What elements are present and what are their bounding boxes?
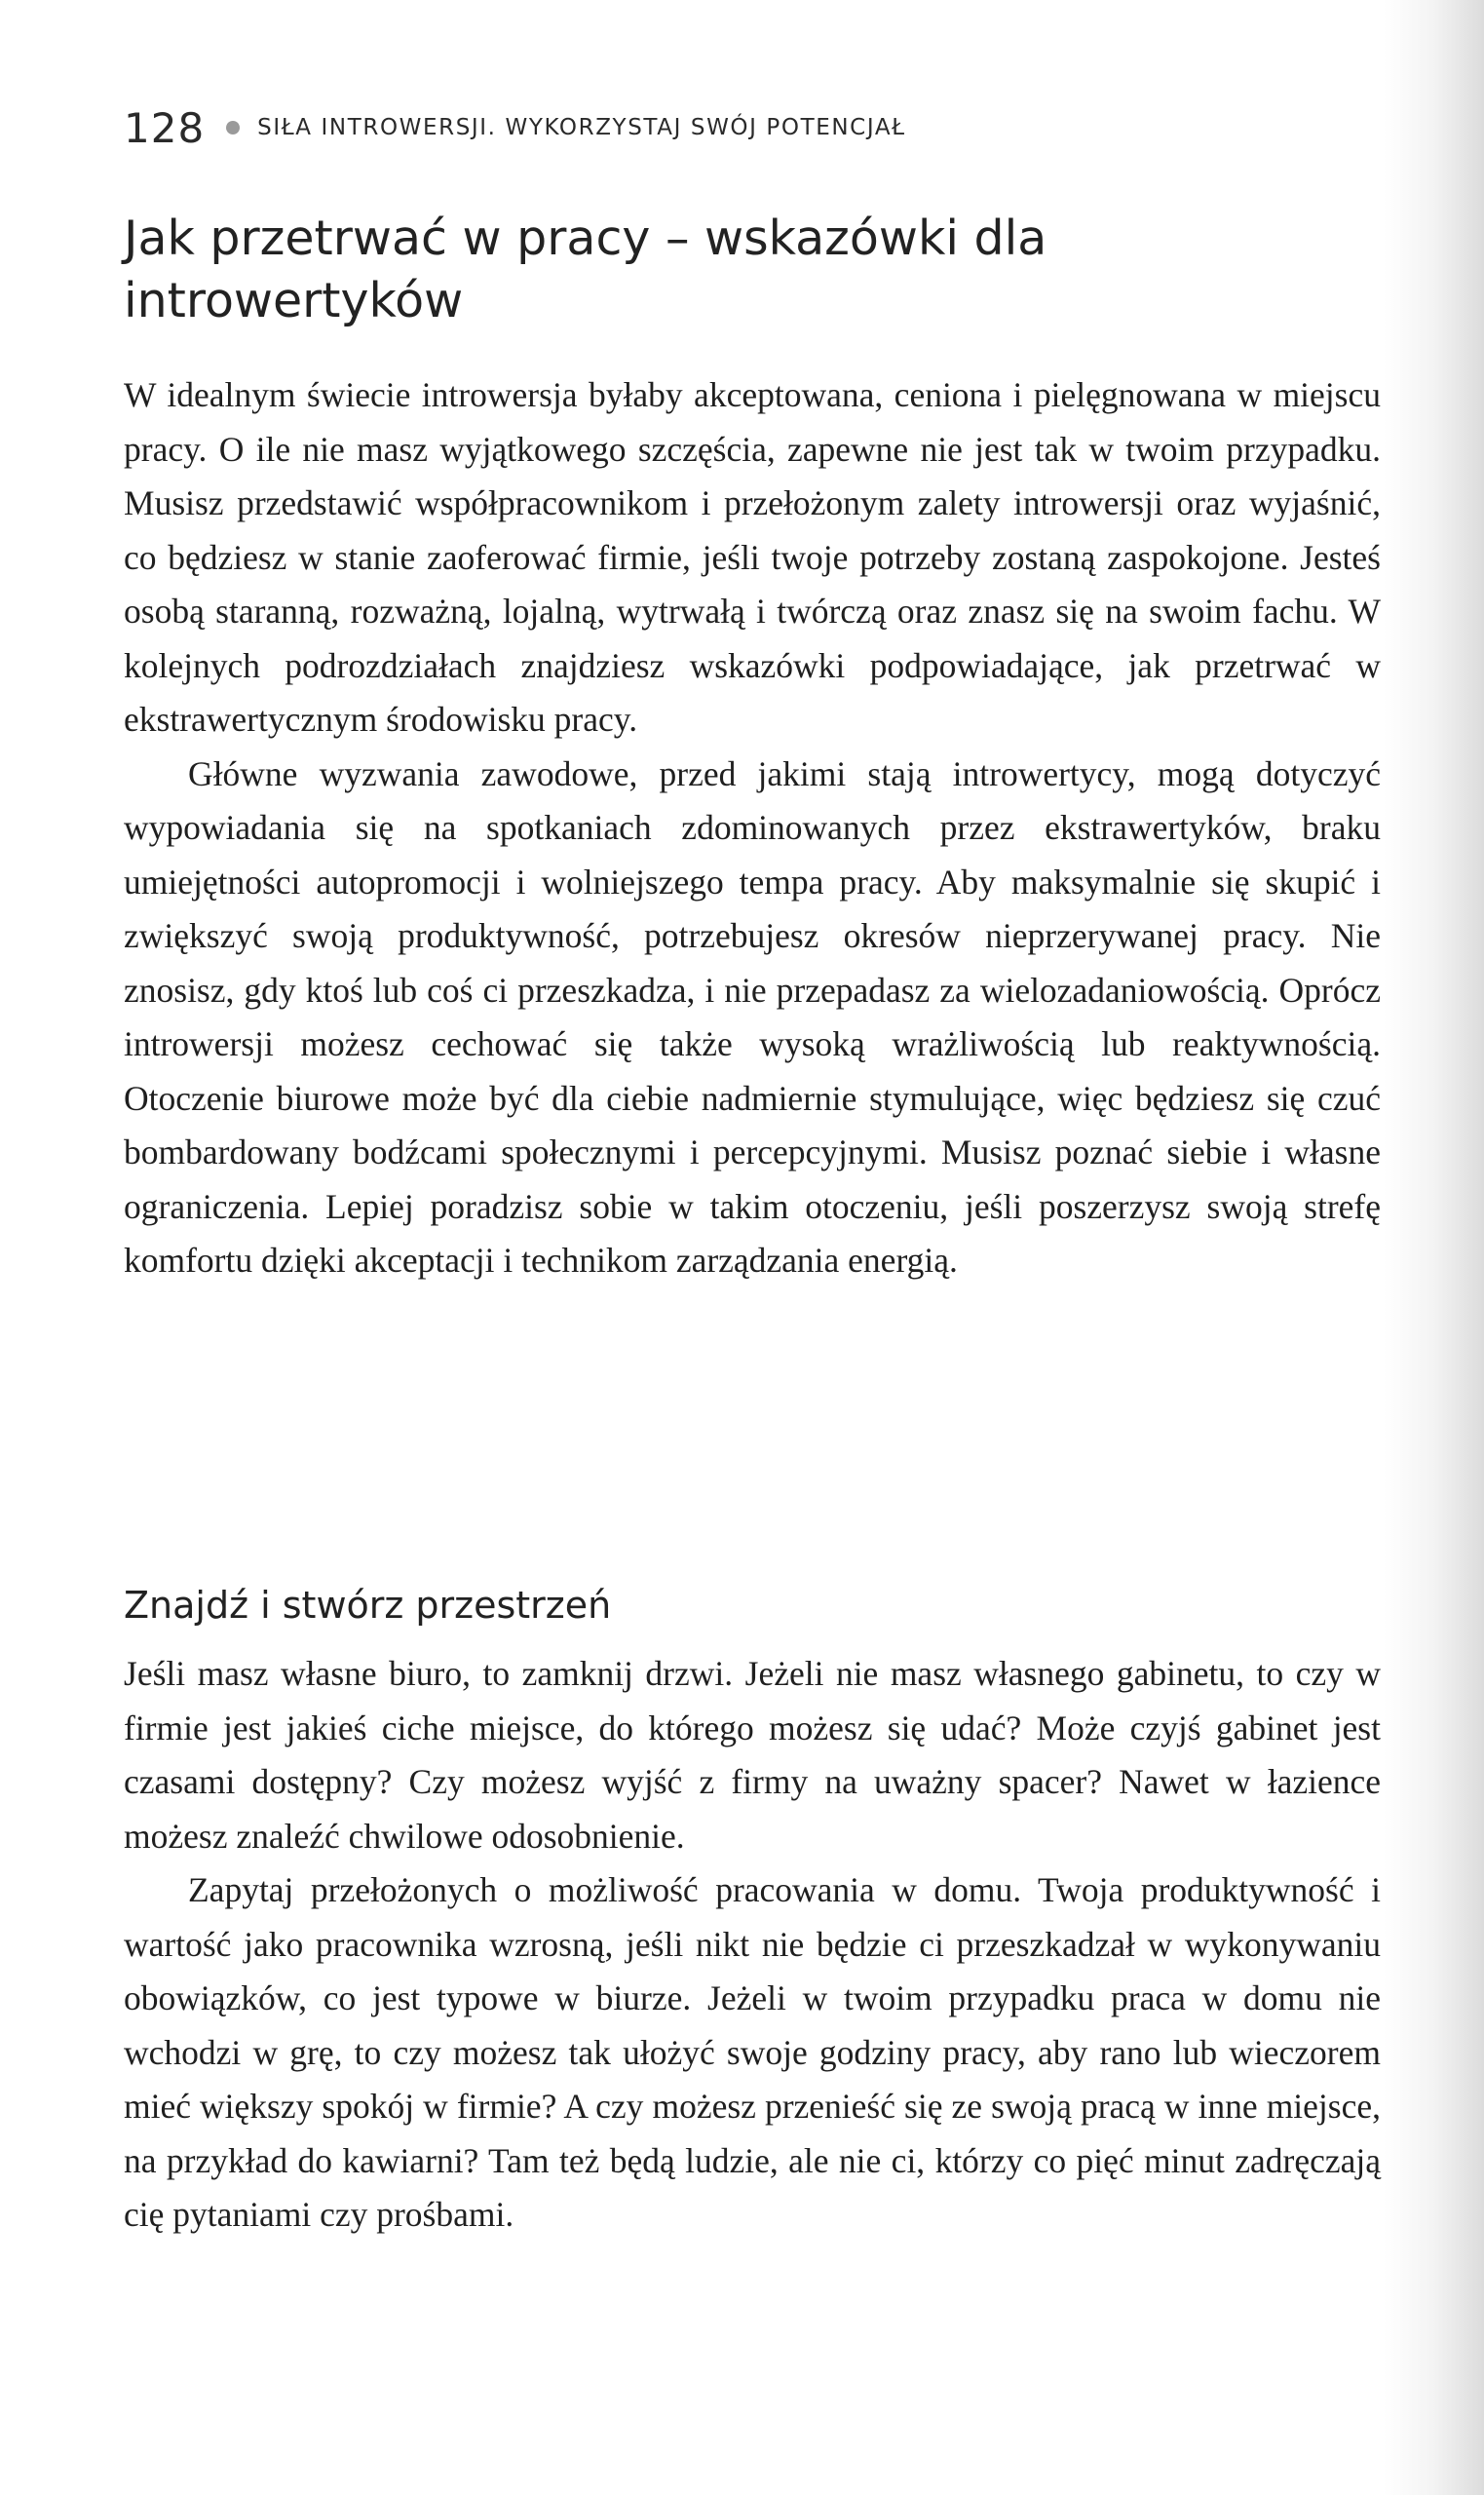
bullet-dot-icon <box>226 121 240 134</box>
section-heading: Znajdź i stwórz przestrzeń <box>124 1584 612 1627</box>
paragraph: Zapytaj przełożonych o możliwość pracowania w domu. Twoja produktywność i wartość jako pracownika wzrosną, jeśli nikt nie będzie ci przeszkadzał w wykonywaniu obowiązków, co jest typowe w biurze. Jeżeli w twoim przypadku praca w domu nie wchodzi w grę, to czy możesz tak ułożyć swoje godziny pracy, aby rano lub wieczorem mieć większy spokój w firmie? A czy możesz przenieść się ze swoją pracą w inne miejsce, na przykład do kawiarni? Tam też będą ludzie, ale nie ci, którzy co pięć minut zadręczają cię pytaniami czy prośbami. <box>124 1870 1381 2234</box>
paragraph: Główne wyzwania zawodowe, przed jakimi stają introwertycy, mogą dotyczyć wypowiadania się na spotkaniach zdominowanych przez ekstrawertyków, braku umiejętności autopromocji i wolniejszego tempa pracy. Aby maksymalnie się skupić i zwiększyć swoją produktywność, potrzebujesz okresów nieprzerywanej pracy. Nie znosisz, gdy ktoś lub coś ci przeszkadza, i nie przepadasz za wielozadaniowością. Oprócz introwersji możesz cechować się także wysoką wrażliwością lub reaktywnością. Otoczenie biurowe może być dla ciebie nadmiernie stymulujące, więc będziesz się czuć bombardowany bodźcami społecznymi i percepcyjnymi. Musisz poznać siebie i własne ograniczenia. Lepiej poradzisz sobie w takim otoczeniu, jeśli poszerzysz swoją strefę komfortu dzięki akceptacji i technikom zarządzania energią. <box>124 753 1381 1280</box>
running-head <box>124 102 906 153</box>
page-number: 128 <box>124 103 206 152</box>
paragraph: Jeśli masz własne biuro, to zamknij drzwi. Jeżeli nie masz własnego gabinetu, to czy w firmie jest jakieś ciche miejsce, do którego możesz się udać? Może czyjś gabinet jest czasami dostępny? Czy możesz wyjść z firmy na uważny spacer? Nawet w łazience możesz znaleźć chwilowe odosobnienie. <box>124 1654 1381 1856</box>
chapter-title: Jak przetrwać w pracy – wskazówki dla introwertyków <box>124 211 1047 328</box>
section-1-body <box>124 368 1381 1288</box>
running-head-title: SIŁA INTROWERSJI. WYKORZYSTAJ SWÓJ POTENCJAŁ <box>257 115 906 140</box>
paragraph: W idealnym świecie introwersja byłaby akceptowana, ceniona i pielęgnowana w miejscu pracy. O ile nie masz wyjątkowego szczęścia, zapewne nie jest tak w twoim przypadku. Musisz przedstawić współpracownikom i przełożonym zalety introwersji oraz wyjaśnić, co będziesz w stanie zaoferować firmie, jeśli twoje potrzeby zostaną zaspokojone. Jesteś osobą staranną, rozważną, lojalną, wytrwałą i twórczą oraz znasz się na swoim fachu. W kolejnych podrozdziałach znajdziesz wskazówki podpowiadające, jak przetrwać w ekstrawertycznym środowisku pracy. <box>124 375 1381 739</box>
section-2-body <box>124 1647 1381 2243</box>
